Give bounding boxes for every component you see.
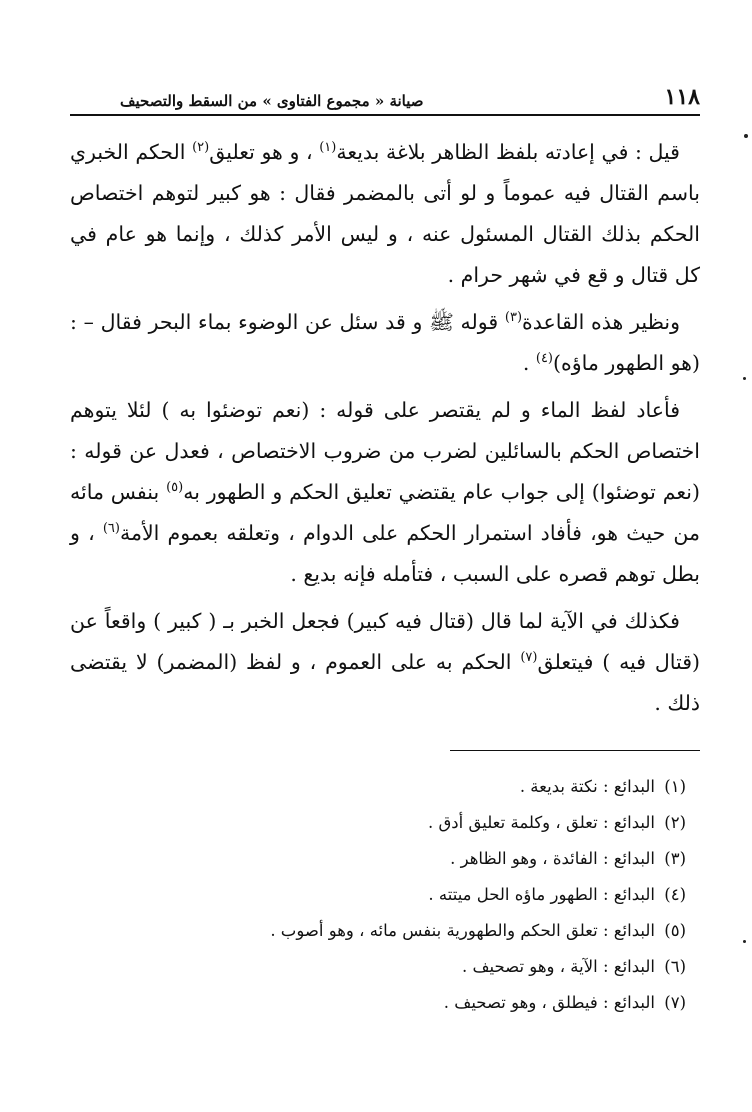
footnote-4 [70,877,700,913]
footnote-3 [70,841,700,877]
footnote-text: البدائع : تعلق الحكم والطهورية بنفس مائه ، وهو أصوب . [270,921,655,940]
footnote-divider-wrap [70,730,700,751]
paragraph-text: بنفس مائه من حيث هو، فأفاد استمرار الحكم على الدوام ، وتعلقه بعموم الأمة [70,480,700,545]
footnote-number: (٢) [664,813,686,832]
footnote-ref: (٦) [102,521,120,537]
book-page [70,78,700,1021]
footnote-divider [450,750,700,751]
paragraph-text: قوله ﷺ و قد سئل عن الوضوء بماء البحر فقال – : (هو الطهور ماؤه) [70,310,700,375]
footnote-6 [70,949,700,985]
paragraph-text: فأعاد لفظ الماء و لم يقتصر على قوله : (نعم توضئوا به ) لئلا يتوهم اختصاص الحكم بالسائلين لضرب من ضروب الاختصاص ، فعدل عن قوله : (نعم توضئوا) إلى جواب عام يقتضي تعليق الحكم و الطهور به [70,398,700,504]
footnote-ref: (٣) [504,310,523,326]
paragraph-text: الحكم به على العموم ، و لفظ (المضمر) لا يقتضى ذلك . [70,650,700,715]
footnote-ref: (١) [319,140,337,156]
paragraph-text: ، و بطل توهم قصره على السبب ، فتأمله فإنه بديع . [70,521,700,586]
paragraph-text: ، و هو تعليق [209,140,320,164]
scan-speck [743,940,746,943]
footnote-number: (١) [664,777,686,796]
footnote-ref: (٢) [192,140,210,156]
paragraph-3 [70,390,700,595]
footnote-7 [70,985,700,1021]
footnote-ref: (٤) [535,351,553,367]
footnote-ref: (٧) [520,650,538,666]
paragraph-4 [70,601,700,724]
footnote-text: البدائع : فيطلق ، وهو تصحيف . [443,993,655,1012]
scan-speck [743,377,746,380]
footnote-number: (٦) [664,957,686,976]
footnote-5 [70,913,700,949]
paragraph-2 [70,302,700,384]
footnote-1 [70,769,700,805]
footnote-number: (٧) [664,993,686,1012]
footnote-text: البدائع : الفائدة ، وهو الظاهر . [450,849,655,868]
paragraph-1 [70,132,700,296]
footnote-ref: (٥) [166,480,184,496]
paragraph-text: الحكم الخبري باسم القتال فيه عموماً و لو أتى بالمضمر فقال : هو كبير لتوهم اختصاص الحكم بذلك القتال المسئول عنه ، و ليس الأمر كذلك ، وإنما هو عام في كل قتال و قع في شهر حرام . [70,140,700,287]
footnote-number: (٣) [664,849,686,868]
scan-speck [744,134,748,138]
footnote-text: البدائع : تعلق ، وكلمة تعليق أدق . [428,813,655,832]
footnote-number: (٥) [664,921,686,940]
paragraph-text: . [522,351,536,375]
footnote-text: البدائع : الطهور ماؤه الحل ميتته . [428,885,655,904]
footnotes-list [70,769,700,1021]
paragraph-text: فكذلك في الآية لما قال (قتال فيه كبير) فجعل الخبر بـ ( كبير ) واقعاً عن (قتال فيه ) فيتعلق [70,609,700,674]
footnote-text: البدائع : نكتة بديعة . [519,777,655,796]
footnote-2 [70,805,700,841]
paragraph-text: ونظير هذه القاعدة [522,310,680,334]
footnote-text: البدائع : الآية ، وهو تصحيف . [461,957,655,976]
running-title: صيانة « مجموع الفتاوى » من السقط والتصحيف [120,92,424,110]
main-text [70,132,700,724]
page-number: ١١٨ [664,84,700,110]
footnote-number: (٤) [664,885,686,904]
page-header [70,78,700,116]
paragraph-text: قيل : في إعادته بلفظ الظاهر بلاغة بديعة [336,140,680,164]
